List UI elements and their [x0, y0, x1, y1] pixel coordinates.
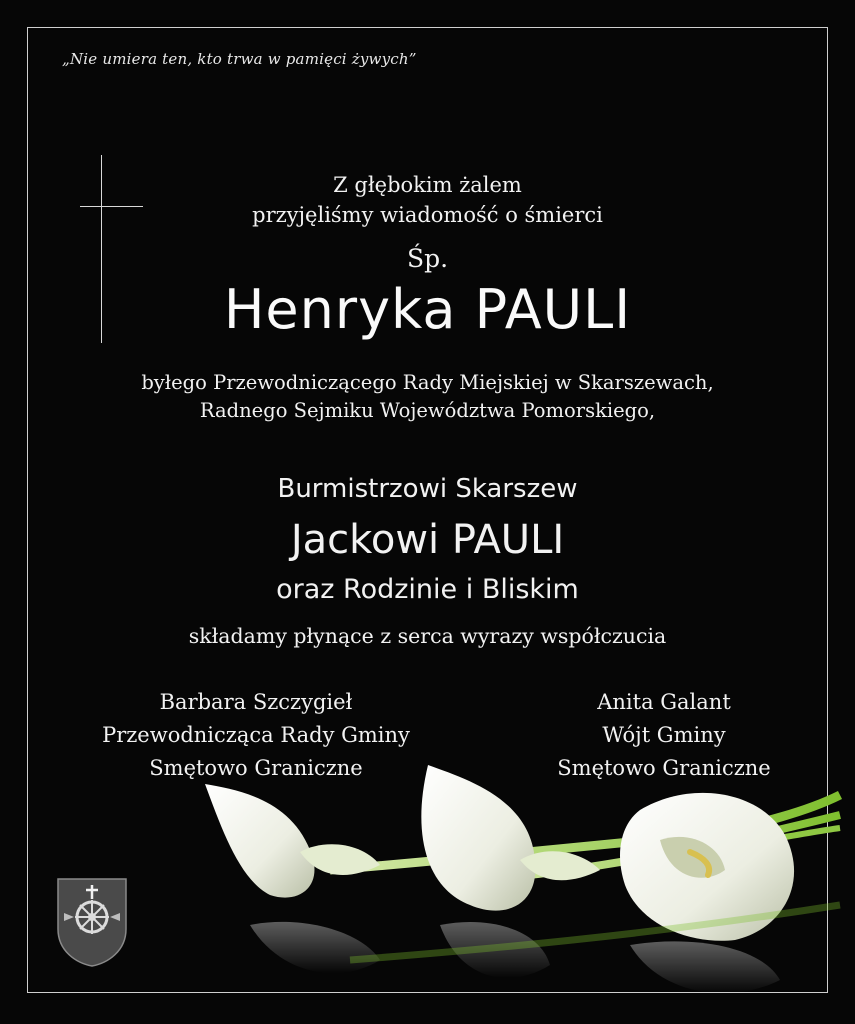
- deceased-title-1: byłego Przewodniczącego Rady Miejskiej w Skarszewach,: [141, 371, 714, 394]
- signatory-role: Wójt Gminy: [602, 723, 726, 747]
- municipal-crest-icon: [56, 877, 128, 967]
- signatory-place: Smętowo Graniczne: [557, 756, 771, 780]
- prefix-sp: Śp.: [406, 244, 449, 273]
- recipient-title: Burmistrzowi Skarszew: [277, 474, 578, 504]
- signatory-name: Anita Galant: [597, 690, 731, 714]
- intro-line-2: przyjęliśmy wiadomość o śmierci: [252, 203, 603, 227]
- signatory-place: Smętowo Graniczne: [149, 756, 363, 780]
- intro-line-1: Z głębokim żalem: [333, 173, 522, 197]
- calla-lily-image: [0, 740, 855, 1024]
- signatory-name: Barbara Szczygieł: [159, 690, 353, 714]
- recipient-family: oraz Rodzinie i Bliskim: [276, 574, 579, 605]
- deceased-title-2: Radnego Sejmiku Województwa Pomorskiego,: [199, 399, 656, 422]
- condolence-text: składamy płynące z serca wyrazy współczucia: [188, 624, 667, 648]
- intro-text: [0, 170, 855, 230]
- recipient-name: Jackowi PAULI: [290, 517, 565, 563]
- motto-quote: „Nie umiera ten, kto trwa w pamięci żywych”: [62, 50, 417, 68]
- deceased-titles: [0, 369, 855, 425]
- deceased-name: Henryka PAULI: [223, 278, 632, 341]
- signatory-role: Przewodnicząca Rady Gminy: [102, 723, 410, 747]
